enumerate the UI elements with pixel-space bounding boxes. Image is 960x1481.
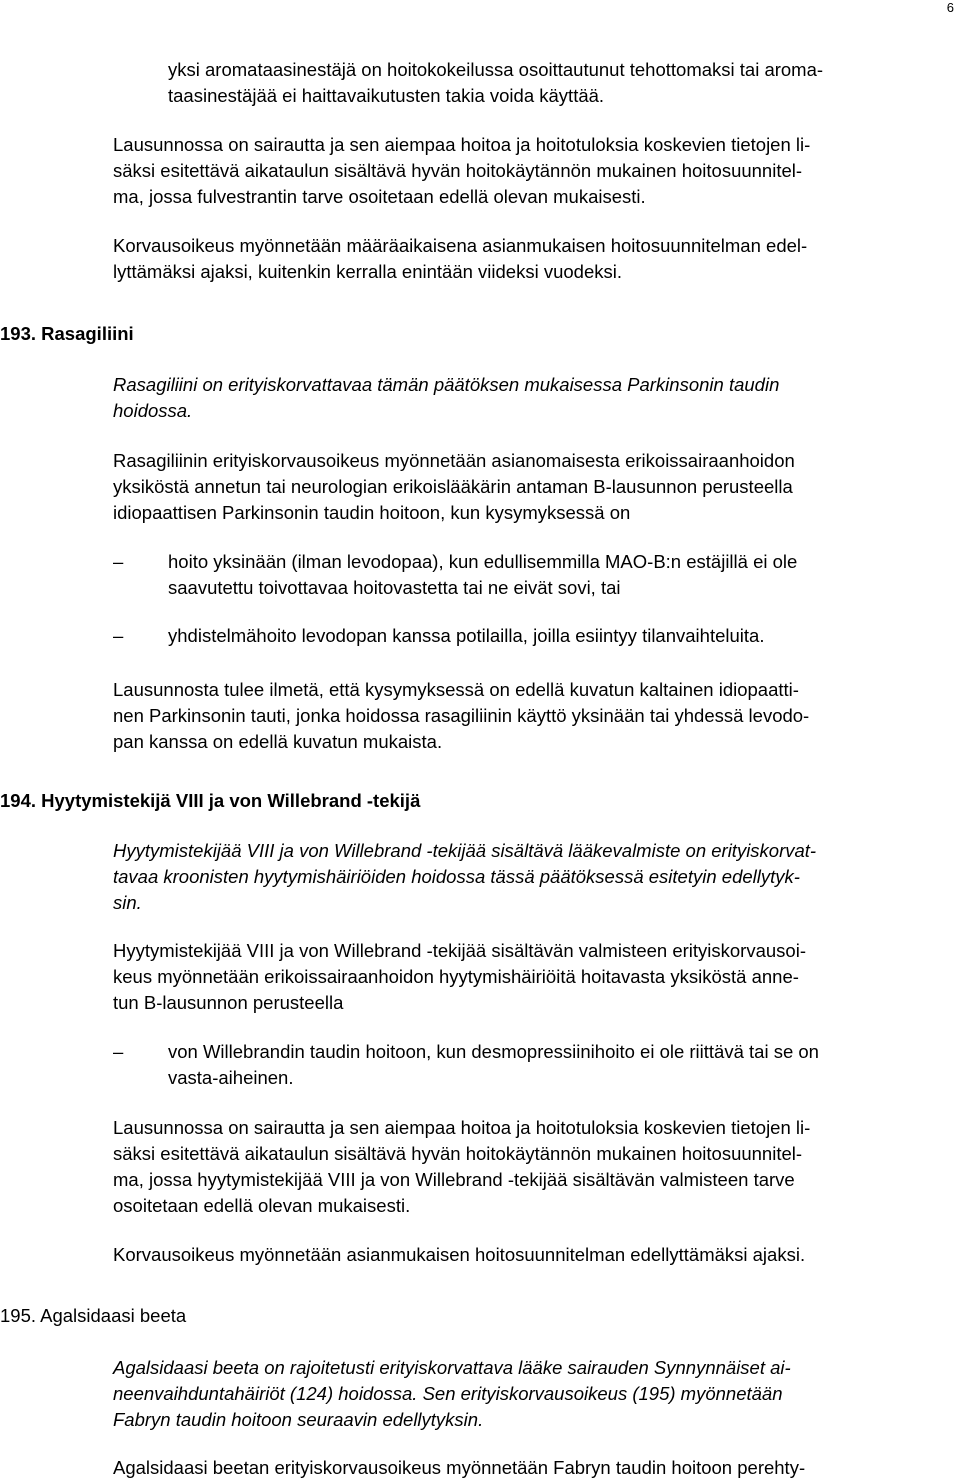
section-title: 193. Rasagiliini bbox=[0, 323, 134, 344]
intro-paragraph-2 bbox=[113, 132, 953, 210]
text-line: ma, jossa fulvestrantin tarve osoitetaan edellä olevan mukaisesti. bbox=[113, 186, 646, 207]
page-number: 6 bbox=[946, 0, 954, 15]
section-title: 195. Agalsidaasi beeta bbox=[0, 1305, 187, 1326]
text-line: lyttämäksi ajaksi, kuitenkin kerralla enintään viideksi vuodeksi. bbox=[113, 261, 622, 282]
text-line: säksi esitettävä aikataulun sisältävä hyvän hoitokäytännön mukainen hoitosuunnitel- bbox=[113, 1143, 803, 1164]
text-line: von Willebrandin taudin hoitoon, kun desmopressiinihoito ei ole riittävä tai se on bbox=[168, 1041, 819, 1062]
text-line: osoitetaan edellä olevan mukaisesti. bbox=[113, 1195, 411, 1216]
text-line: yksi aromataasinestäjä on hoitokokeilussa osoittautunut tehottomaksi tai aroma- bbox=[168, 59, 824, 80]
text-line: Lausunnossa on sairautta ja sen aiempaa hoitoa ja hoitotuloksia koskevien tietojen li- bbox=[113, 1117, 811, 1138]
text-line: Fabryn taudin hoitoon seuraavin edellytyksin. bbox=[113, 1409, 484, 1430]
section-heading-193 bbox=[0, 321, 134, 347]
sec194-paragraph-1 bbox=[113, 838, 953, 916]
text-line: sin. bbox=[113, 892, 142, 913]
text-line: pan kanssa on edellä kuvatun mukaista. bbox=[113, 731, 443, 752]
text-line: Hyytymistekijää VIII ja von Willebrand -tekijää sisältävä lääkevalmiste on erityiskorvat- bbox=[113, 840, 817, 861]
intro-paragraph-3 bbox=[113, 233, 953, 285]
text-line: tavaa kroonisten hyytymishäiriöiden hoidossa tässä päätöksessä esitetyin edellytyk- bbox=[113, 866, 800, 887]
sec193-paragraph-1 bbox=[113, 372, 953, 424]
text-line: nen Parkinsonin tauti, jonka hoidossa rasagiliinin käyttö yksinään tai yhdessä levodo- bbox=[113, 705, 810, 726]
text-line: yksiköstä annetun tai neurologian erikoislääkärin antaman B-lausunnon perusteella bbox=[113, 476, 793, 497]
text-line: keus myönnetään erikoissairaanhoidon hyytymishäiriöitä hoitavasta yksiköstä anne- bbox=[113, 966, 799, 987]
text-line: neenvaihduntahäiriöt (124) hoidossa. Sen erityiskorvausoikeus (195) myönnetään bbox=[113, 1383, 783, 1404]
text-line: Agalsidaasi beetan erityiskorvausoikeus myönnetään Fabryn taudin hoitoon perehty- bbox=[113, 1457, 806, 1478]
text-line: vasta-aiheinen. bbox=[168, 1067, 294, 1088]
sec193-paragraph-2 bbox=[113, 448, 953, 526]
text-line: ma, jossa hyytymistekijää VIII ja von Willebrand -tekijää sisältävän valmisteen tarve bbox=[113, 1169, 795, 1190]
text-line: Lausunnosta tulee ilmetä, että kysymyksessä on edellä kuvatun kaltainen idiopaatti- bbox=[113, 679, 799, 700]
sec195-paragraph-2 bbox=[113, 1455, 953, 1481]
intro-paragraph-1 bbox=[168, 57, 953, 109]
text-line: yhdistelmähoito levodopan kanssa potilailla, joilla esiintyy tilanvaihteluita. bbox=[168, 625, 765, 646]
section-heading-194 bbox=[0, 788, 420, 814]
section-title: 194. Hyytymistekijä VIII ja von Willebrand -tekijä bbox=[0, 790, 421, 811]
sec194-paragraph-4 bbox=[113, 1242, 953, 1268]
text-line: hoidossa. bbox=[113, 400, 193, 421]
text-line: saavutettu toivottavaa hoitovastetta tai ne eivät sovi, tai bbox=[168, 577, 621, 598]
bullet-dash: – bbox=[113, 551, 124, 572]
text-line: Rasagiliini on erityiskorvattavaa tämän päätöksen mukaisessa Parkinsonin taudin bbox=[113, 374, 780, 395]
text-line: Hyytymistekijää VIII ja von Willebrand -tekijää sisältävän valmisteen erityiskorvausoi- bbox=[113, 940, 806, 961]
text-line: Lausunnossa on sairautta ja sen aiempaa hoitoa ja hoitotuloksia koskevien tietojen li- bbox=[113, 134, 811, 155]
sec195-paragraph-1 bbox=[113, 1355, 953, 1433]
text-line: idiopaattisen Parkinsonin taudin hoitoon, kun kysymyksessä on bbox=[113, 502, 631, 523]
text-line: tun B-lausunnon perusteella bbox=[113, 992, 344, 1013]
bullet-dash: – bbox=[113, 625, 124, 646]
sec194-paragraph-2 bbox=[113, 938, 953, 1016]
text-line: taasinestäjää ei haittavaikutusten takia voida käyttää. bbox=[168, 85, 605, 106]
text-line: Agalsidaasi beeta on rajoitetusti erityiskorvattava lääke sairauden Synnynnäiset ai- bbox=[113, 1357, 791, 1378]
text-line: hoito yksinään (ilman levodopaa), kun edullisemmilla MAO-B:n estäjillä ei ole bbox=[168, 551, 798, 572]
text-line: Korvausoikeus myönnetään asianmukaisen hoitosuunnitelman edellyttämäksi ajaksi. bbox=[113, 1244, 806, 1265]
sec194-paragraph-3 bbox=[113, 1115, 953, 1219]
text-line: Rasagiliinin erityiskorvausoikeus myönnetään asianomaisesta erikoissairaanhoidon bbox=[113, 450, 795, 471]
bullet-text bbox=[168, 549, 953, 601]
bullet-text bbox=[168, 1039, 953, 1091]
text-line: Korvausoikeus myönnetään määräaikaisena asianmukaisen hoitosuunnitelman edel- bbox=[113, 235, 808, 256]
sec193-paragraph-3 bbox=[113, 677, 953, 755]
bullet-text bbox=[168, 623, 953, 649]
text-line: säksi esitettävä aikataulun sisältävä hyvän hoitokäytännön mukainen hoitosuunnitel- bbox=[113, 160, 803, 181]
bullet-dash: – bbox=[113, 1041, 124, 1062]
section-heading-195 bbox=[0, 1303, 186, 1329]
